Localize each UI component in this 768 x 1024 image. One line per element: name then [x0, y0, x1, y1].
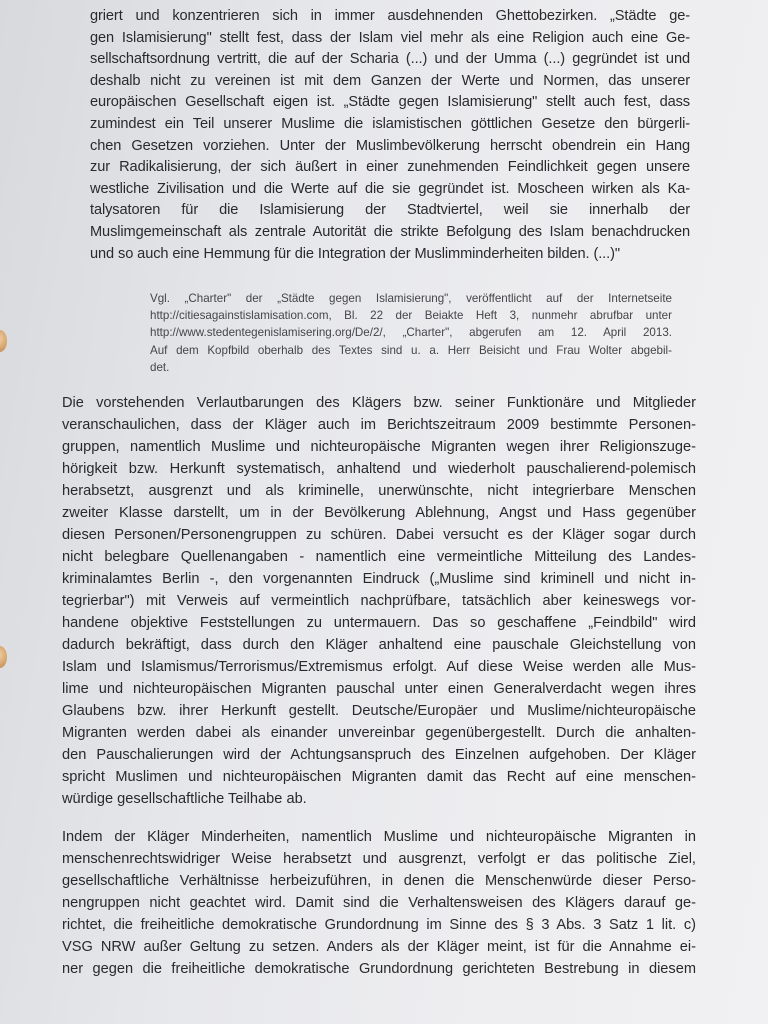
text-line: nengruppen nicht geachtet wird. Damit sind die Verhaltensweisen des Klägers darauf ge- — [62, 895, 696, 911]
footnote-line: http://citiesagainstislamisation.com, Bl. 22 der Beiakte Heft 3, nunmehr abrufbar unter — [150, 309, 672, 323]
text-line: zweiter Klasse darstellt, um in der Bevölkerung Ablehnung, Angst und Hass gegenüber — [62, 505, 696, 521]
text-line: lime und nichteuropäischen Migranten pauschal unter einen Generalverdacht wegen ihres — [62, 681, 696, 697]
text-line: tegrierbar") mit Verweis auf vermeintlich nachprüfbare, tatsächlich aber keineswegs vor- — [62, 593, 696, 609]
text-line: kriminalamtes Berlin -, den vorgenannten Eindruck („Muslime sind kriminell und nicht in- — [62, 571, 696, 587]
text-line: europäischen Gesellschaft eigen ist. „Städte gegen Islamisierung" stellt auch fest, dass — [90, 94, 690, 111]
text-line: griert und konzentrieren sich in immer ausdehnenden Ghettobezirken. „Städte ge- — [90, 8, 690, 24]
body-paragraph — [62, 826, 696, 980]
text-line: ner gegen die freiheitliche demokratische Grundordnung gerichteten Bestrebung in diesem — [62, 961, 696, 977]
text-line: diesen Personen/Personengruppen zu schüren. Dabei versucht es der Kläger sogar durch — [62, 527, 696, 543]
text-line: den Pauschalierungen wird der Achtungsanspruch des Einzelnen aufgehoben. Der Kläger — [62, 747, 696, 763]
text-line: würdige gesellschaftliche Teilhabe ab. — [62, 791, 307, 807]
text-line: spricht Muslimen und nichteuropäischen Migranten damit das Recht auf eine menschen- — [62, 769, 696, 785]
text-line: sellschaftsordnung vertritt, die auf der Scharia (...) und der Umma (...) gegründet ist und — [90, 51, 690, 68]
text-line: menschenrechtswidriger Weise herabsetzt und ausgrenzt, verfolgt er das politische Ziel, — [62, 851, 696, 867]
text-line: Glaubens bzw. ihrer Herkunft gestellt. Deutsche/Europäer und Muslime/nichteuropäische — [62, 703, 696, 719]
text-line: Islam und Islamismus/Terrorismus/Extremismus erfolgt. Auf diese Weise werden alle Mus- — [62, 659, 696, 675]
text-line: talysatoren für die Islamisierung der Stadtviertel, weil sie innerhalb der — [90, 202, 690, 219]
text-line: herabsetzt, ausgrenzt und als kriminelle, unerwünschte, nicht integrierbare Menschen — [62, 483, 696, 499]
footnote — [150, 290, 672, 376]
text-line: zur Radikalisierung, der sich äußert in einer zunehmenden Feindlichkeit gegen unsere — [90, 159, 690, 176]
text-line: und so auch eine Hemmung für die Integration der Muslimminderheiten bilden. (...)" — [90, 245, 620, 262]
text-line: Indem der Kläger Minderheiten, namentlich Muslime und nichteuropäische Migranten in — [62, 829, 696, 845]
footnote-line: http://www.stedentegenislamisering.org/De/2/, „Charter", abgerufen am 12. April 2013. — [150, 326, 672, 340]
text-line: gen Islamisierung" stellt fest, dass der Islam viel mehr als eine Religion auch eine Ge- — [90, 29, 690, 46]
footnote-line: det. — [150, 360, 170, 374]
text-line: handene objektive Feststellungen zu untermauern. Das so geschaffene „Feindbild" wird — [62, 615, 696, 631]
text-line: Migranten werden dabei als einander unvereinbar gegenübergestellt. Durch die anhalten- — [62, 725, 696, 741]
text-line: westliche Zivilisation und die Werte auf die sie gegründet ist. Moscheen wirken als Ka- — [90, 180, 690, 197]
text-line: chen Gesetzen vorziehen. Unter der Muslimbevölkerung herrscht obendrein ein Hang — [90, 137, 690, 154]
footnote-line: Auf dem Kopfbild oberhalb des Textes sind u. a. Herr Beisicht und Frau Wolter abgebil- — [150, 343, 672, 357]
text-line: dadurch bekräftigt, dass durch den Kläger anhaltend eine pauschale Gleichstellung von — [62, 637, 696, 653]
text-line: zumindest ein Teil unserer Muslime die islamistischen göttlichen Gesetze den bürgerli- — [90, 115, 690, 132]
text-line: hörigkeit bzw. Herkunft systematisch, anhaltend und wiederholt pauschalierend-polemisch — [62, 461, 696, 477]
punch-hole — [0, 330, 7, 352]
punch-hole — [0, 646, 7, 668]
footnote-line: Vgl. „Charter" der „Städte gegen Islamisierung", veröffentlicht auf der Internetseite — [150, 292, 672, 305]
body-paragraph — [62, 392, 696, 810]
text-line: deshalb nicht zu vereinen ist mit dem Ganzen der Werte und Normen, das unserer — [90, 72, 690, 89]
text-line: richtet, die freiheitliche demokratische Grundordnung im Sinne des § 3 Abs. 3 Satz 1 lit. c) — [62, 917, 696, 933]
text-line: VSG NRW außer Geltung zu setzen. Anders als der Kläger meint, ist für die Annahme ei- — [62, 939, 696, 955]
text-line: gruppen, namentlich Muslime und nichteuropäische Migranten wegen ihrer Religionszuge- — [62, 439, 696, 455]
text-line: nicht belegbare Quellenangaben - namentlich eine vermeintliche Mitteilung des Landes- — [62, 549, 696, 565]
text-line: gesellschaftliche Verhältnisse herbeizuführen, in denen die Menschenwürde dieser Perso- — [62, 873, 696, 889]
text-line: Die vorstehenden Verlautbarungen des Klägers bzw. seiner Funktionäre und Mitglieder — [62, 395, 696, 411]
text-line: Muslimgemeinschaft als zentrale Autorität die strikte Befolgung des Islam benachdrucken — [90, 223, 690, 240]
quoted-charter-text — [90, 6, 690, 265]
text-line: veranschaulichen, dass der Kläger auch im Berichtszeitraum 2009 bestimmte Personen- — [62, 417, 696, 433]
